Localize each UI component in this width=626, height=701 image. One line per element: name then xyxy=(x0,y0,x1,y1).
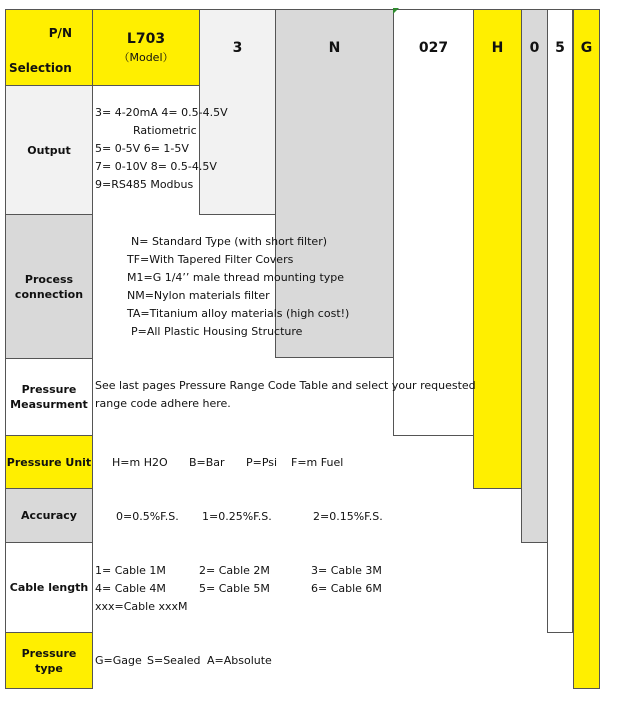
unit-option-b: B=Bar xyxy=(189,456,225,469)
accuracy-option-2: 2=0.15%F.S. xyxy=(313,510,383,523)
model-cell xyxy=(92,9,200,86)
unit-option-p: P=Psi xyxy=(246,456,278,469)
unit-option-h: H=m H2O xyxy=(112,456,168,469)
code-5: 5 xyxy=(555,39,565,56)
process-option-n: N= Standard Type (with short filter) xyxy=(131,235,328,248)
output-option-3: 7= 0-10V 8= 0.5-4.5V xyxy=(95,160,217,173)
pressure-note-1: See last pages Pressure Range Code Table and select your requested xyxy=(95,379,476,392)
pn-label: P/N xyxy=(48,26,72,40)
output-option-ratiometric: Ratiometric xyxy=(133,124,197,137)
step-5-block xyxy=(547,9,573,633)
process-option-tf: TF=With Tapered Filter Covers xyxy=(127,253,294,266)
cable-option-4: 4= Cable 4M xyxy=(95,582,166,595)
code-g: G xyxy=(580,39,593,56)
unit-label: Pressure Unit xyxy=(5,435,93,489)
process-option-m1: M1=G 1/4’’ male thread mounting type xyxy=(127,271,345,284)
model-code: L703 xyxy=(126,31,166,47)
process-option-p: P=All Plastic Housing Structure xyxy=(131,325,303,338)
accuracy-option-1: 1=0.25%F.S. xyxy=(202,510,272,523)
cable-option-5: 5= Cable 5M xyxy=(199,582,270,595)
code-027: 027 xyxy=(418,39,449,56)
code-3: 3 xyxy=(232,39,243,56)
code-h: H xyxy=(491,39,504,56)
cable-option-3: 3= Cable 3M xyxy=(311,564,382,577)
ptype-option-s: S=Sealed xyxy=(147,654,201,667)
pn-selection-cell xyxy=(5,9,93,86)
ptype-option-g: G=Gage xyxy=(95,654,142,667)
process-label: Process connection xyxy=(5,214,93,359)
accuracy-option-0: 0=0.5%F.S. xyxy=(116,510,179,523)
cable-option-custom: xxx=Cable xxxM xyxy=(95,600,188,613)
accuracy-label: Accuracy xyxy=(5,488,93,543)
ptype-option-a: A=Absolute xyxy=(207,654,272,667)
code-0: 0 xyxy=(529,39,540,56)
code-n: N xyxy=(328,39,341,56)
output-label: Output xyxy=(5,85,93,215)
output-option-2: 5= 0-5V 6= 1-5V xyxy=(95,142,189,155)
output-option-1: 3= 4-20mA 4= 0.5-4.5V xyxy=(95,106,228,119)
selection-label: Selection xyxy=(9,61,72,75)
process-option-nm: NM=Nylon materials filter xyxy=(127,289,270,302)
pressure-label: Pressure Measurment xyxy=(5,358,93,436)
cable-option-2: 2= Cable 2M xyxy=(199,564,270,577)
pressure-note-2: range code adhere here. xyxy=(95,397,231,410)
output-option-4: 9=RS485 Modbus xyxy=(95,178,194,191)
ptype-label: Pressure type xyxy=(5,632,93,689)
unit-option-f: F=m Fuel xyxy=(291,456,344,469)
cable-label: Cable length xyxy=(5,542,93,633)
cable-option-6: 6= Cable 6M xyxy=(311,582,382,595)
process-option-ta: TA=Titanium alloy materials (high cost!) xyxy=(127,307,350,320)
cable-option-1: 1= Cable 1M xyxy=(95,564,166,577)
step-g-block xyxy=(573,9,600,689)
step-0-block xyxy=(521,9,548,543)
model-label: （Model） xyxy=(118,51,174,64)
